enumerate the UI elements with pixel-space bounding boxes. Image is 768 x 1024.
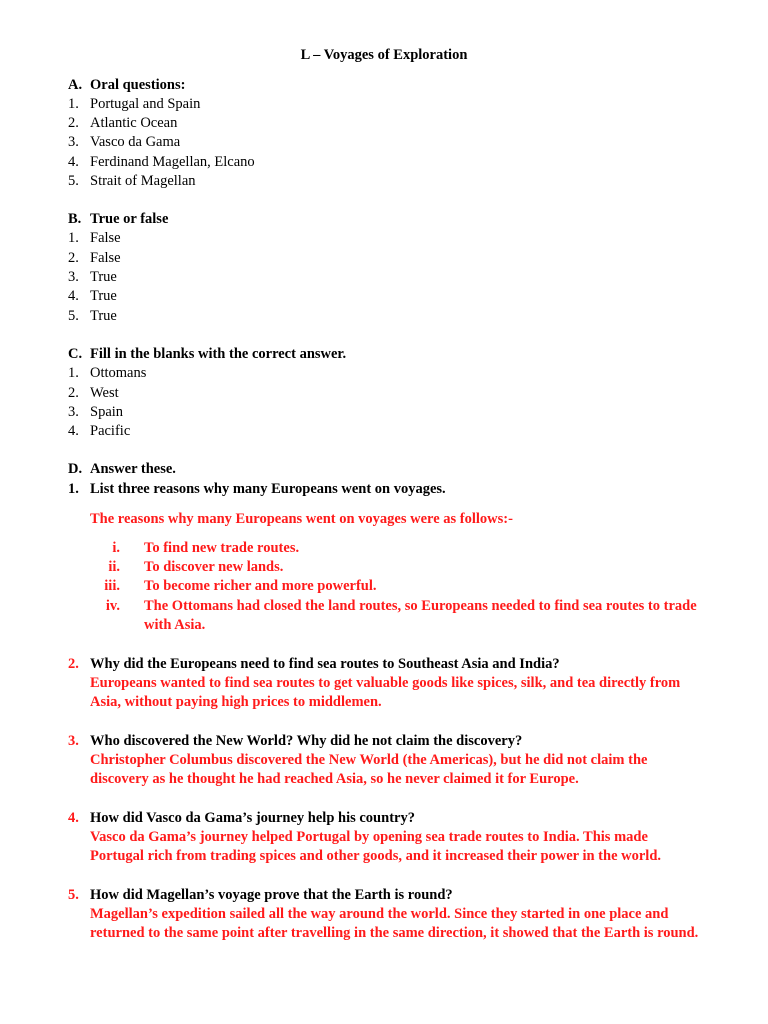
question-number: 4. (68, 810, 79, 826)
question-number: 5. (68, 887, 79, 903)
item-text: Vasco da Gama (90, 134, 181, 150)
item-text: West (90, 385, 119, 401)
item-text: Pacific (90, 423, 131, 439)
question-text: Why did the Europeans need to find sea routes to Southeast Asia and India? (90, 656, 560, 672)
answer-text: Christopher Columbus discovered the New World (the Americas), but he did not claim the (90, 752, 648, 768)
question-text: List three reasons why many Europeans went on voyages. (90, 481, 446, 497)
item-number: 2. (68, 385, 79, 401)
reason-number: iv. (105, 598, 120, 614)
question-text: How did Vasco da Gama’s journey help his country? (90, 810, 415, 826)
item-number: 3. (68, 134, 79, 150)
question-text: How did Magellan’s voyage prove that the Earth is round? (90, 887, 453, 903)
item-number: 4. (68, 423, 79, 439)
item-number: 3. (68, 269, 79, 285)
item-text: True (90, 288, 117, 304)
page-title: L – Voyages of Exploration (300, 47, 468, 63)
item-number: 2. (68, 115, 79, 131)
item-number: 1. (68, 365, 79, 381)
question-number: 3. (68, 733, 79, 749)
answer-text: Vasco da Gama’s journey helped Portugal by opening sea trade routes to India. This made (90, 829, 648, 845)
item-text: False (90, 230, 121, 246)
reason-number: i. (112, 540, 120, 556)
item-text: Strait of Magellan (90, 173, 196, 189)
section-letter: D. (68, 461, 83, 477)
item-number: 4. (68, 288, 79, 304)
item-number: 3. (68, 404, 79, 420)
question-text: Who discovered the New World? Why did he not claim the discovery? (90, 733, 523, 749)
reason-text: with Asia. (144, 617, 206, 633)
item-number: 5. (68, 173, 79, 189)
section-heading: Fill in the blanks with the correct answer. (90, 346, 347, 362)
section-letter: A. (68, 77, 83, 93)
question-number: 2. (68, 656, 79, 672)
item-number: 4. (68, 154, 79, 170)
answer-text: Magellan’s expedition sailed all the way around the world. Since they started in one place and (90, 906, 669, 922)
reason-number: ii. (108, 559, 120, 575)
item-text: False (90, 250, 121, 266)
section-heading: Oral questions: (90, 77, 186, 93)
answer-text: Europeans wanted to find sea routes to get valuable goods like spices, silk, and tea directly from (90, 675, 681, 691)
section-heading: Answer these. (90, 461, 176, 477)
answer-text: returned to the same point after travelling in the same direction, it showed that the Earth is round. (90, 925, 699, 941)
reason-text: To become richer and more powerful. (144, 578, 377, 594)
reason-number: iii. (104, 578, 120, 594)
answer-text: The reasons why many Europeans went on voyages were as follows:- (90, 511, 513, 527)
item-text: True (90, 269, 117, 285)
question-number: 1. (68, 481, 79, 497)
item-number: 1. (68, 96, 79, 112)
section-letter: B. (68, 211, 82, 227)
reason-text: To find new trade routes. (144, 540, 300, 556)
answer-text: Portugal rich from trading spices and other goods, and it increased their power in the world. (90, 848, 662, 864)
answer-text: Asia, without paying high prices to middlemen. (90, 694, 382, 710)
reason-text: The Ottomans had closed the land routes, so Europeans needed to find sea routes to trade (144, 598, 697, 614)
item-text: True (90, 308, 117, 324)
item-text: Ferdinand Magellan, Elcano (90, 154, 255, 170)
item-number: 1. (68, 230, 79, 246)
answer-text: discovery as he thought he had reached Asia, so he never claimed it for Europe. (90, 771, 579, 787)
item-number: 2. (68, 250, 79, 266)
item-text: Spain (90, 404, 124, 420)
reason-text: To discover new lands. (144, 559, 284, 575)
item-text: Portugal and Spain (90, 96, 201, 112)
item-text: Atlantic Ocean (90, 115, 178, 131)
item-text: Ottomans (90, 365, 147, 381)
item-number: 5. (68, 308, 79, 324)
section-letter: C. (68, 346, 83, 362)
section-heading: True or false (90, 211, 169, 227)
